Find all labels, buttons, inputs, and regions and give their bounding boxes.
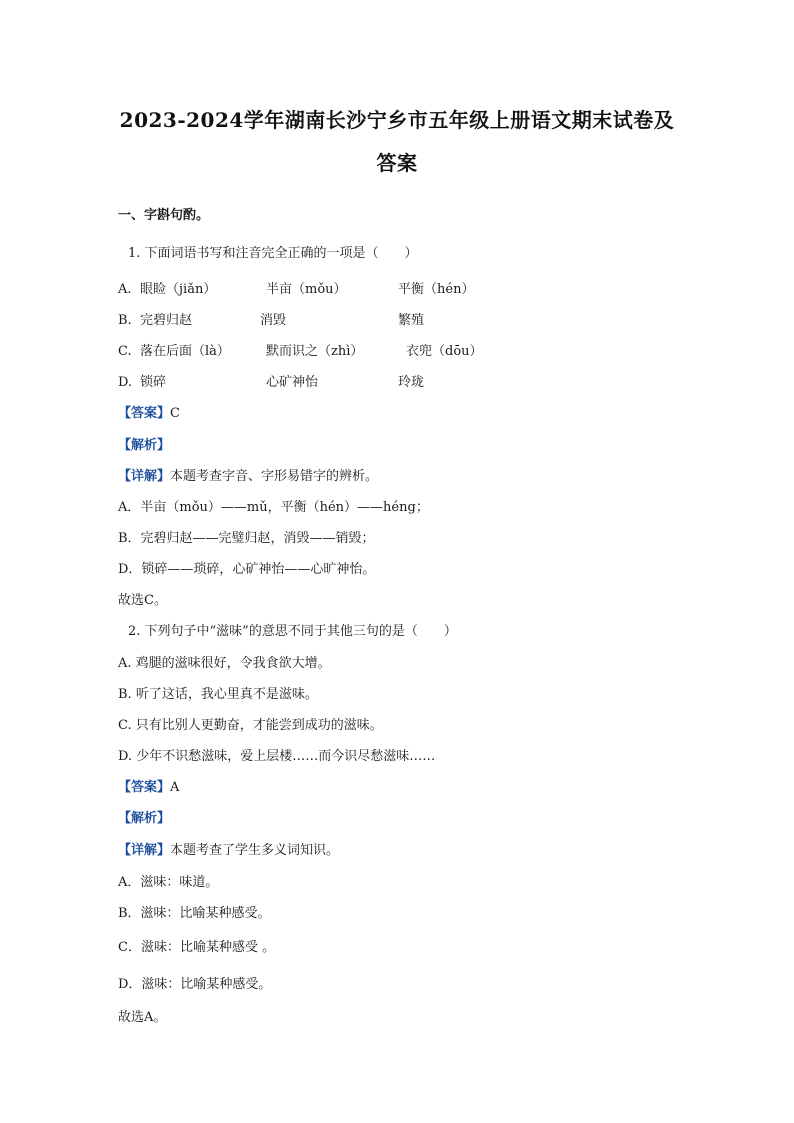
q2-option-c: C. 只有比别人更勤奋，才能尝到成功的滋味。 xyxy=(118,718,383,733)
option-item: 锁碎 xyxy=(140,375,167,390)
detail-tag: 【详解】 xyxy=(118,843,171,858)
q2-note-b: B．滋味：比喻某种感受。 xyxy=(118,906,271,921)
option-item: 消毁 xyxy=(260,313,287,328)
q2-note-c: C．滋味：比喻某种感受 。 xyxy=(118,940,276,955)
option-item: 衣兜（dōu） xyxy=(406,344,483,359)
option-label: C. xyxy=(118,344,132,359)
analysis-tag: 【解析】 xyxy=(118,438,171,453)
q2-detail xyxy=(118,843,339,859)
q2-conclusion: 故选A。 xyxy=(118,1010,167,1025)
q2-option-d: D. 少年不识愁滋味，爱上层楼……而今识尽愁滋味…… xyxy=(118,749,436,764)
q1-note-d: D．锁碎——琐碎，心矿神怡——心旷神怡。 xyxy=(118,562,376,577)
answer-tag: 【答案】 xyxy=(118,406,171,421)
option-item: 默而识之（zhì） xyxy=(266,344,364,359)
q2-stem: 2. 下列句子中“滋味”的意思不同于其他三句的是（ ） xyxy=(128,624,457,639)
doc-title-line2: 答案 xyxy=(376,151,418,175)
q1-conclusion: 故选C。 xyxy=(118,593,167,608)
option-item: 眼睑（jiǎn） xyxy=(140,282,217,297)
detail-text: 本题考查字音、字形易错字的辨析。 xyxy=(170,469,379,484)
option-item: 心矿神怡 xyxy=(266,375,319,390)
q2-answer xyxy=(118,780,179,796)
q1-detail xyxy=(118,469,378,485)
option-item: 半亩（mǒu） xyxy=(266,282,347,297)
option-label: D. xyxy=(118,375,133,390)
analysis-tag: 【解析】 xyxy=(118,811,171,826)
option-item: 完碧归赵 xyxy=(140,313,193,328)
answer-value: A xyxy=(170,780,180,795)
option-item: 落在后面（là） xyxy=(140,344,230,359)
q1-note-a: A．半亩（mǒu）——mǔ，平衡（hén）——héng； xyxy=(118,500,429,515)
q1-analysis xyxy=(118,438,170,454)
q1-note-b: B．完碧归赵——完璧归赵，消毁——销毁； xyxy=(118,531,375,546)
q1-answer xyxy=(118,406,180,422)
answer-tag: 【答案】 xyxy=(118,780,171,795)
q2-note-a: A．滋味：味道。 xyxy=(118,875,219,890)
option-label: A. xyxy=(118,282,132,297)
option-item: 玲珑 xyxy=(398,375,425,390)
option-label: B. xyxy=(118,313,132,328)
option-item: 平衡（hén） xyxy=(398,282,475,297)
doc-title-line1: 2023-2024学年湖南长沙宁乡市五年级上册语文期末试卷及 xyxy=(119,108,675,132)
q2-analysis xyxy=(118,811,170,827)
q1-stem: 1. 下面词语书写和注音完全正确的一项是（ ） xyxy=(128,246,418,261)
section-heading: 一、字斟句酌。 xyxy=(118,208,210,223)
detail-tag: 【详解】 xyxy=(118,469,171,484)
q2-note-d: D．滋味：比喻某种感受。 xyxy=(118,977,272,992)
q2-option-a: A. 鸡腿的滋味很好，令我食欲大增。 xyxy=(118,656,331,671)
option-item: 繁殖 xyxy=(398,313,425,328)
detail-text: 本题考查了学生多义词知识。 xyxy=(170,843,340,858)
q2-option-b: B. 听了这话，我心里真不是滋味。 xyxy=(118,687,318,702)
answer-value: C xyxy=(170,406,180,421)
